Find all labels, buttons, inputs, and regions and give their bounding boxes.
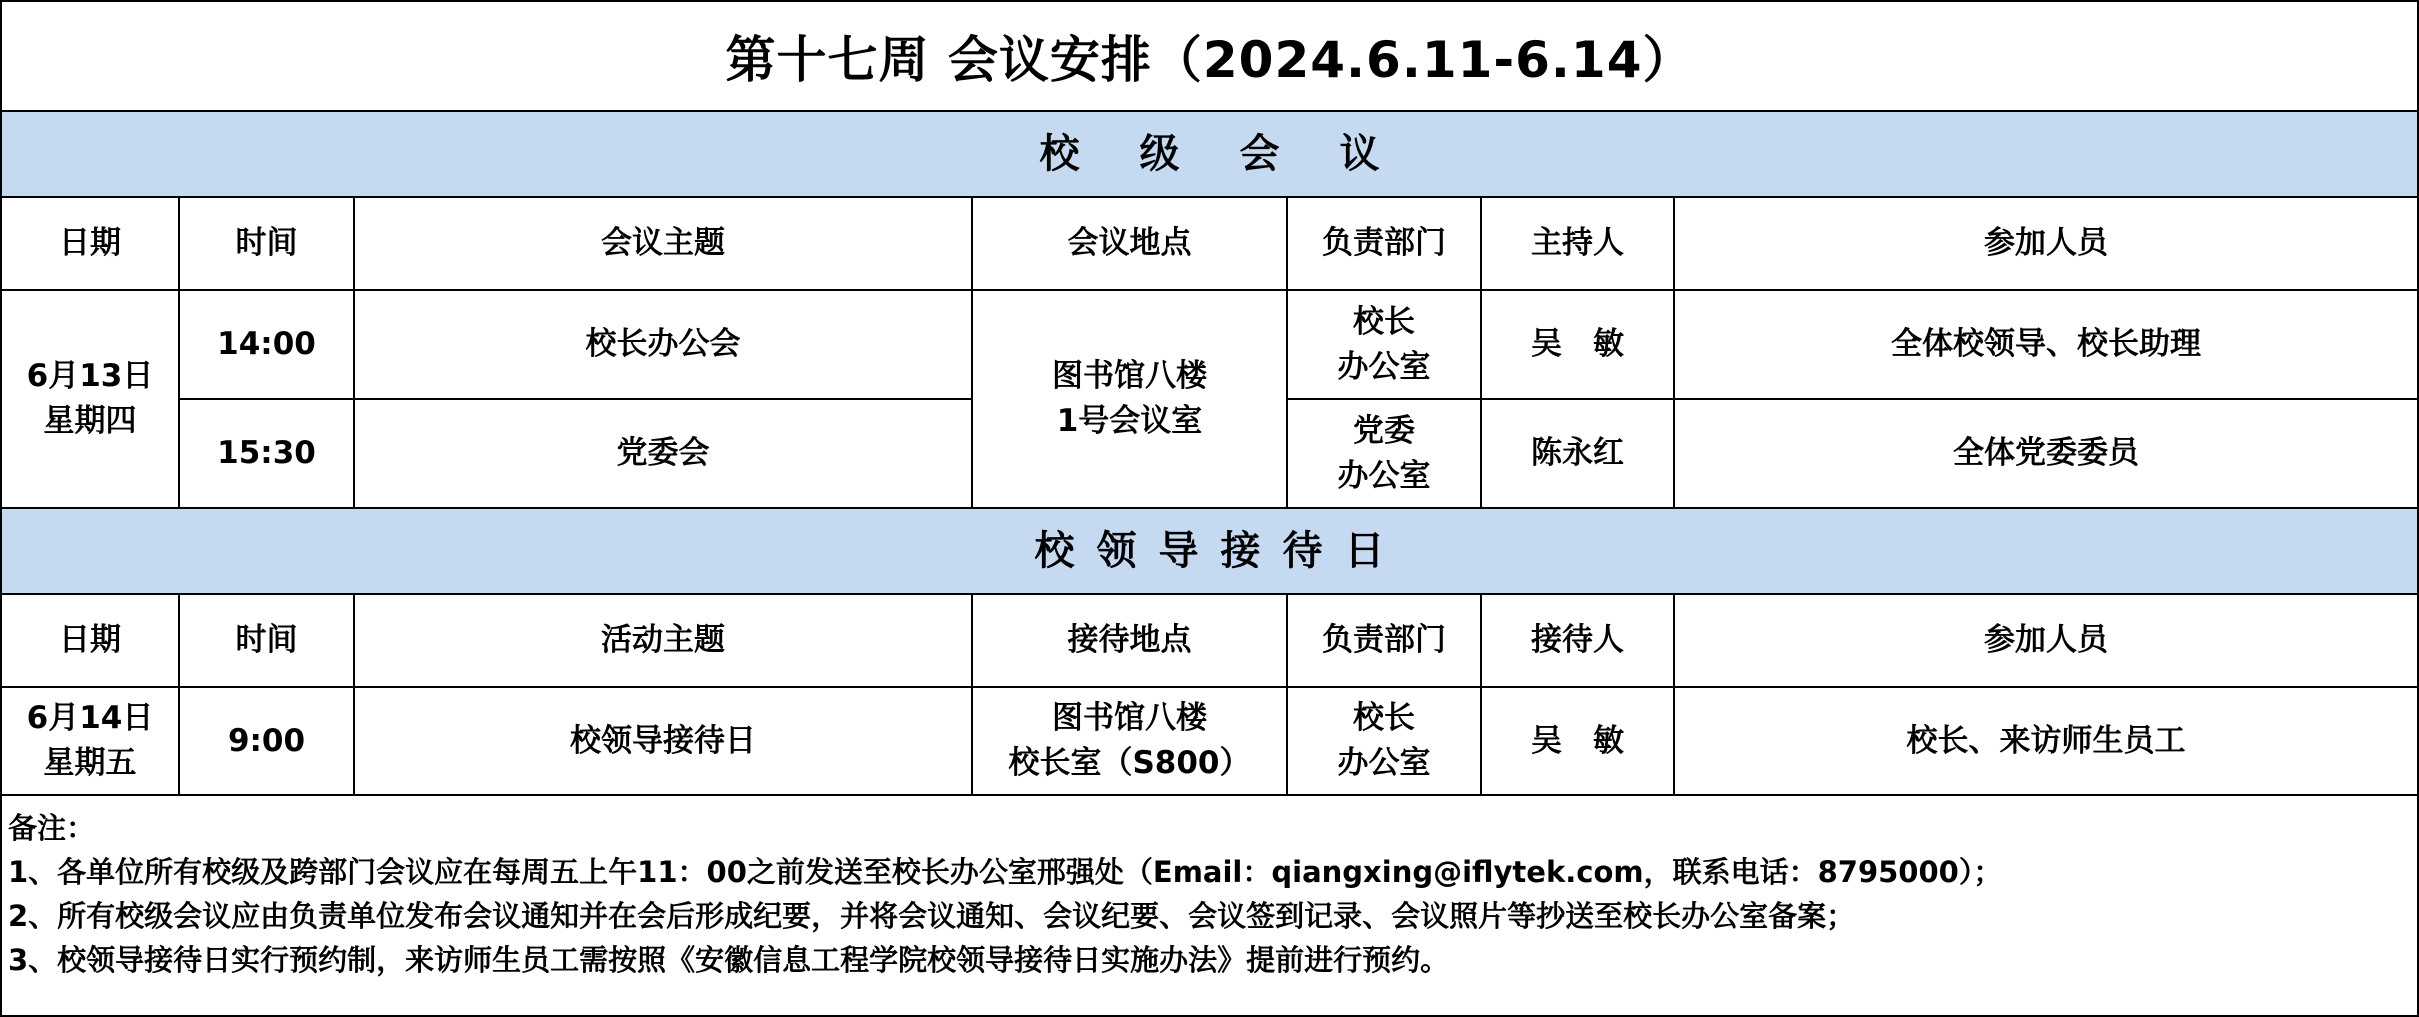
section-heading-text: 校领导接待日: [1034, 528, 1407, 574]
attendees-cell: 全体党委委员: [1674, 399, 2417, 508]
header-time: 时间: [179, 594, 354, 687]
date-cell: [2, 687, 179, 795]
header-date: 日期: [2, 594, 179, 687]
section-heading-text: 校级会议: [1039, 131, 1440, 177]
schedule-table: [2, 112, 2417, 796]
header-date: 日期: [2, 197, 179, 290]
date-text: 6月14日: [26, 700, 154, 737]
host-cell: 陈永红: [1481, 399, 1674, 508]
header-place: 接待地点: [972, 594, 1287, 687]
note-item: 2、所有校级会议应由负责单位发布会议通知并在会后形成纪要，并将会议通知、会议纪要、会议签到记录、会议照片等抄送至校长办公室备案；: [8, 899, 1856, 933]
topic-cell: 校领导接待日: [354, 687, 972, 795]
header-attendees: 参加人员: [1674, 197, 2417, 290]
column-header-row: [2, 594, 2417, 687]
section-header-row: [2, 508, 2417, 594]
notes-label: 备注：: [8, 811, 96, 845]
dept-cell: [1287, 290, 1481, 399]
section-heading-school-meetings: [2, 112, 2417, 197]
dept-cell: [1287, 399, 1481, 508]
time-cell: 15:30: [179, 399, 354, 508]
table-row: [2, 290, 2417, 399]
header-host: 主持人: [1481, 197, 1674, 290]
host-cell: 吴 敏: [1481, 687, 1674, 795]
dept-line: 校长: [1353, 303, 1415, 340]
header-dept: 负责部门: [1287, 594, 1481, 687]
dept-cell: [1287, 687, 1481, 795]
header-dept: 负责部门: [1287, 197, 1481, 290]
place-line: 图书馆八楼: [1052, 700, 1207, 737]
header-place: 会议地点: [972, 197, 1287, 290]
weekday-text: 星期四: [43, 403, 137, 439]
topic-cell: 校长办公会: [354, 290, 972, 399]
section-header-row: [2, 112, 2417, 197]
dept-line: 办公室: [1337, 348, 1431, 385]
section-heading-reception-day: [2, 508, 2417, 594]
header-attendees: 参加人员: [1674, 594, 2417, 687]
dept-line: 党委: [1353, 412, 1415, 449]
place-line: 校长室（S800）: [1008, 745, 1251, 781]
dept-line: 校长: [1353, 700, 1415, 737]
place-cell: [972, 687, 1287, 795]
host-cell: 吴 敏: [1481, 290, 1674, 399]
note-item: 3、校领导接待日实行预约制，来访师生员工需按照《安徽信息工程学院校领导接待日实施办法》提前进行预约。: [8, 943, 1450, 977]
weekday-text: 星期五: [43, 745, 137, 781]
topic-cell: 党委会: [354, 399, 972, 508]
table-row: [2, 687, 2417, 795]
attendees-cell: 全体校领导、校长助理: [1674, 290, 2417, 399]
header-time: 时间: [179, 197, 354, 290]
attendees-cell: 校长、来访师生员工: [1674, 687, 2417, 795]
place-line: 图书馆八楼: [1052, 358, 1207, 395]
dept-line: 办公室: [1337, 745, 1431, 781]
place-cell: [972, 290, 1287, 508]
date-text: 6月13日: [26, 358, 154, 395]
page-title: 第十七周 会议安排（2024.6.11-6.14）: [2, 2, 2417, 112]
dept-line: 办公室: [1337, 457, 1431, 494]
header-topic: 活动主题: [354, 594, 972, 687]
note-item: 1、各单位所有校级及跨部门会议应在每周五上午11：00之前发送至校长办公室邢强处（Email：qiangxing@iflytek.com，联系电话：8795000）；: [8, 855, 2003, 889]
time-cell: 14:00: [179, 290, 354, 399]
header-topic: 会议主题: [354, 197, 972, 290]
place-line: 1号会议室: [1056, 403, 1203, 439]
header-host: 接待人: [1481, 594, 1674, 687]
time-cell: 9:00: [179, 687, 354, 795]
column-header-row: [2, 197, 2417, 290]
notes-block: [2, 796, 2417, 982]
date-cell: [2, 290, 179, 508]
